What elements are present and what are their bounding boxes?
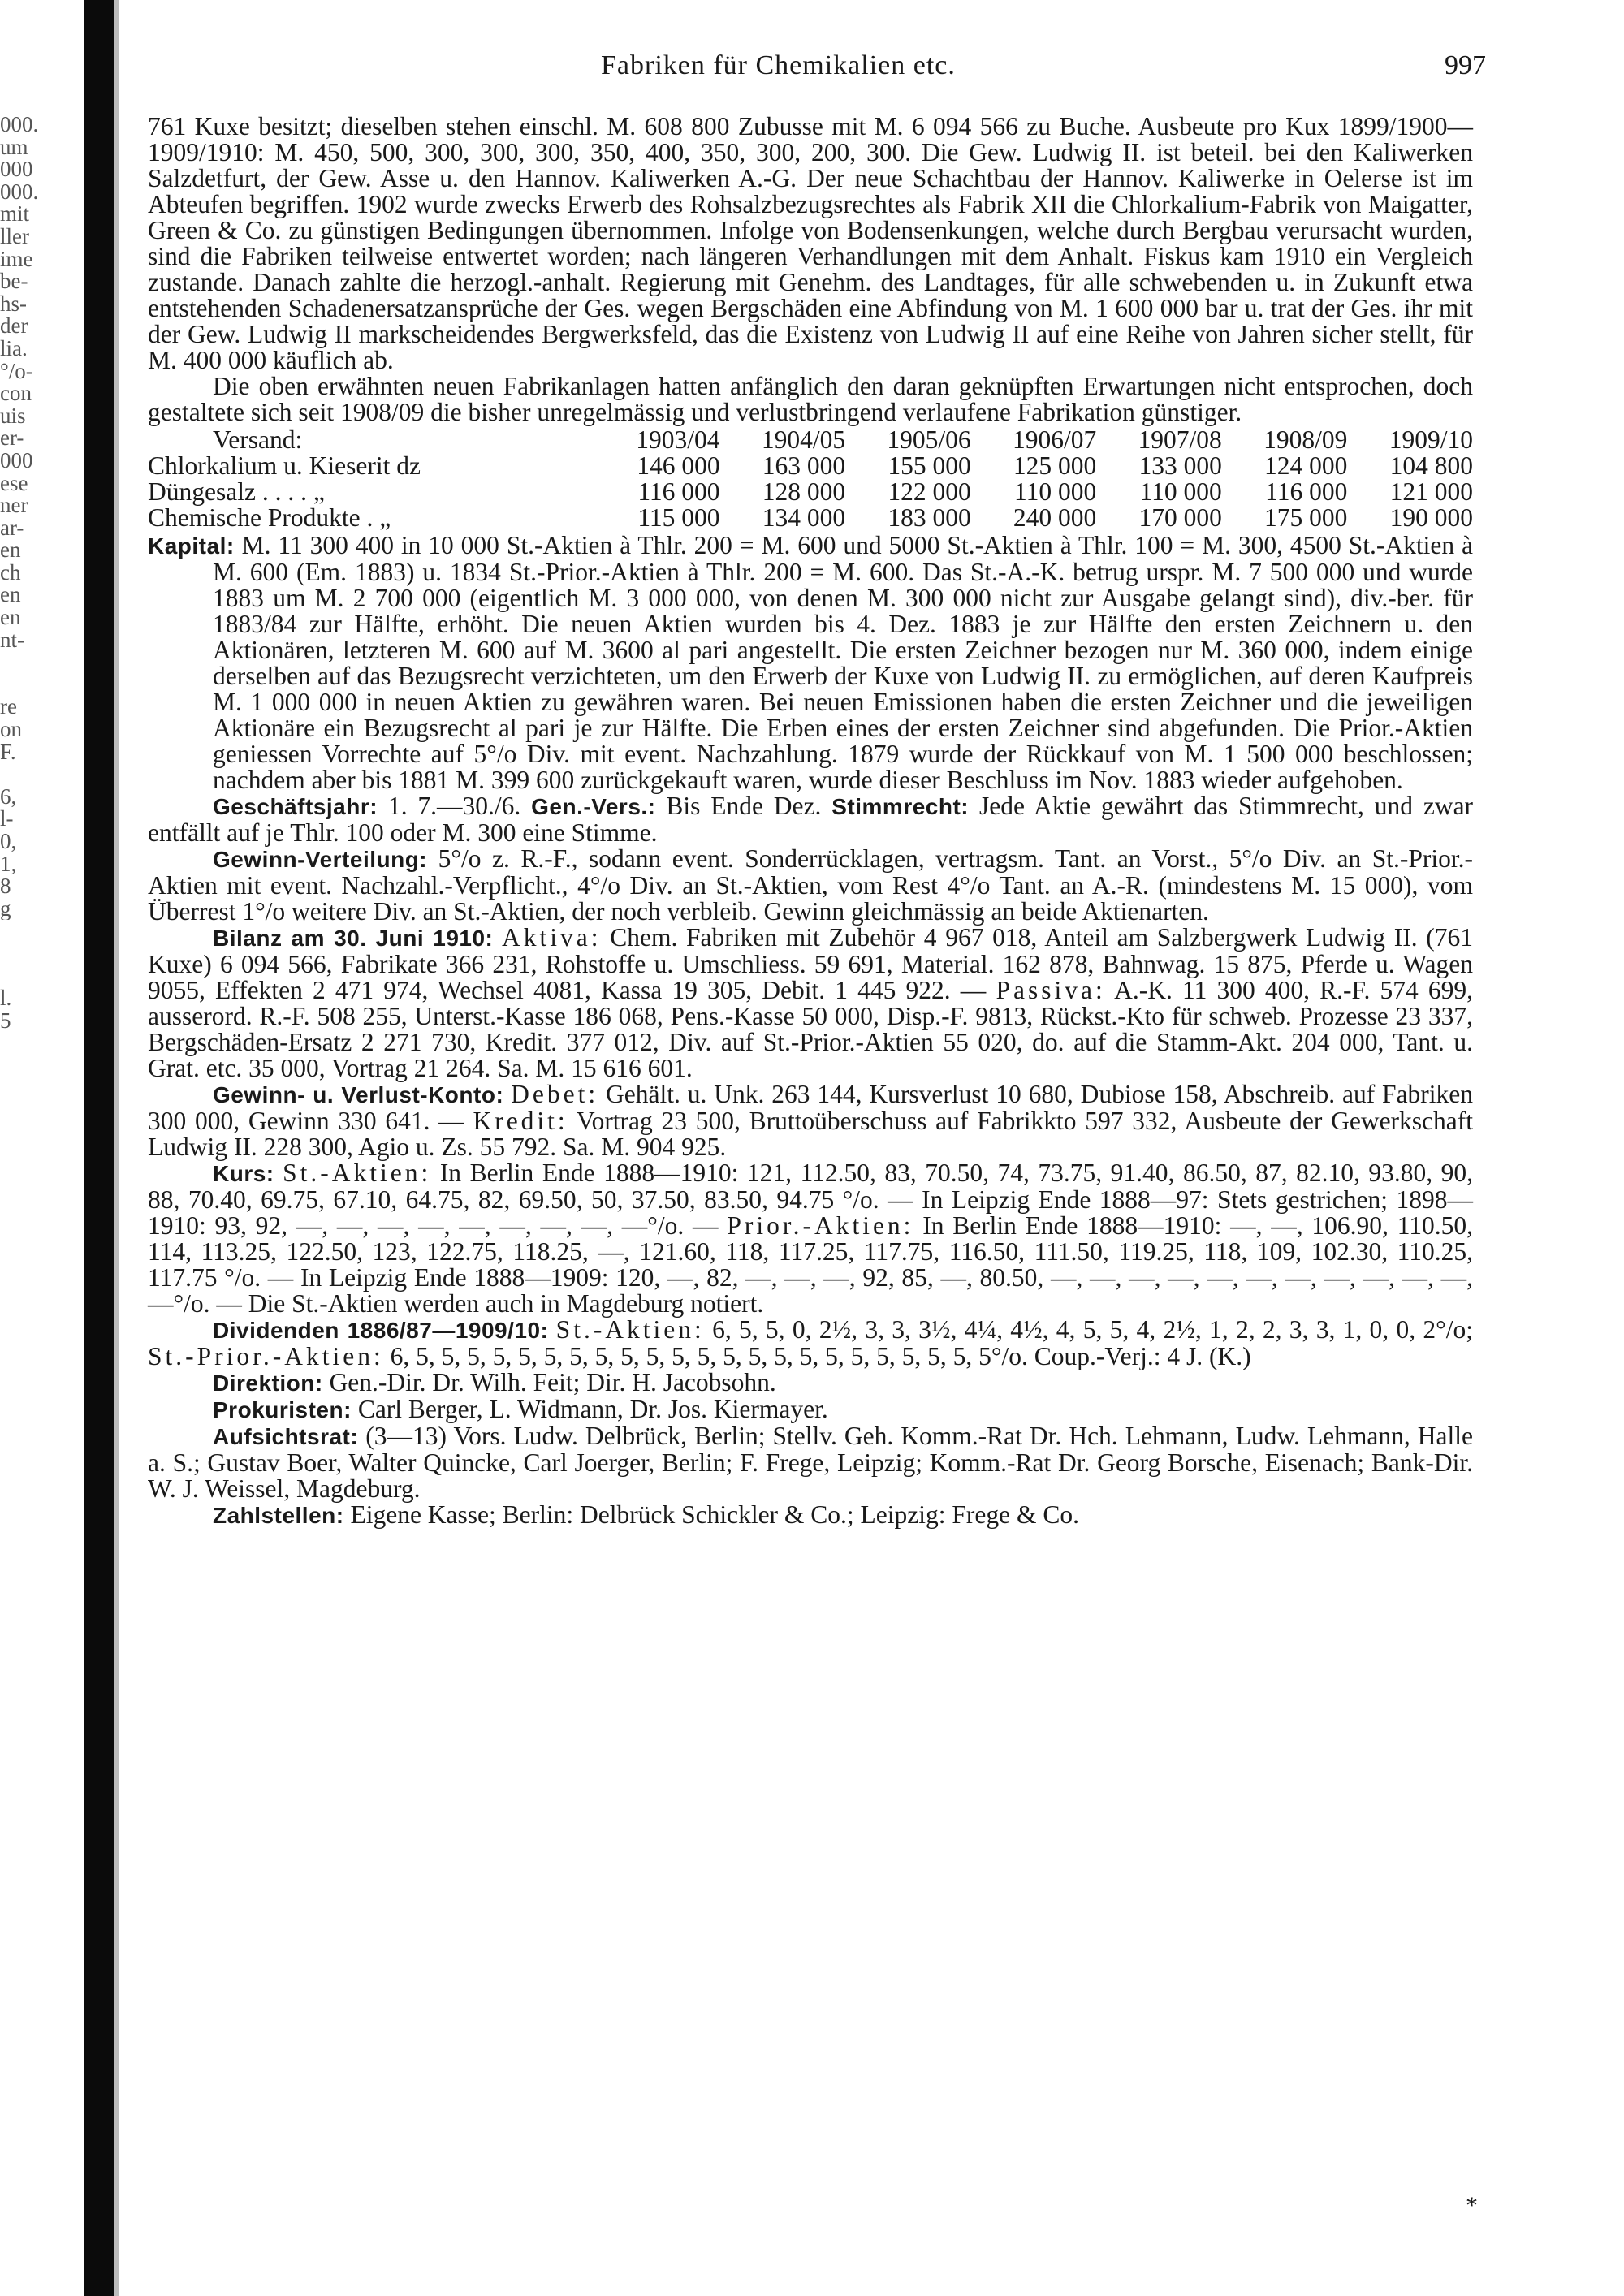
kurs-prior-text: In Berlin Ende 1888—1910: —, —, 106.90, 110.50, 114, 113.25, 122.50, 123, 122.75, 118.25, —, 121.60, 118, 117.25, 117.75, 116.50, 111.50, 119.25, 118, 109, 102.30, 110.25, 117.75 °/o. — In Leipzig Ende 1888—1909: 120, —, 82, —, —, —, 92, 85, —, 80.50, —, —, —, —, —, —, —, —, —, —, —, —°/o. — Die St.-Aktien werden auch in Magdeburg notiert. xyxy=(148,1211,1474,1318)
kredit-text: Vortrag 23 500, Bruttoüberschuss auf Fabrikkto 597 332, Ausbeute der Gewerkschaft Ludwig II. 228 300, Agio u. Zs. 55 792. Sa. M. 904 925. xyxy=(148,1107,1474,1161)
aufsichtsrat-label: Aufsichtsrat: xyxy=(213,1424,359,1449)
zahlstellen-label: Zahlstellen: xyxy=(213,1503,344,1528)
value-cell: 240 000 xyxy=(1013,503,1097,532)
div-prior-text: 6, 5, 5, 5, 5, 5, 5, 5, 5, 5, 5, 5, 5, 5, 5, 5, 5, 5, 5, 5, 5, 5, 5, 5°/o. xyxy=(390,1342,1028,1370)
margin-fragment: 000. xyxy=(0,114,39,136)
year-cell: 1904/05 xyxy=(761,425,846,454)
kurs-label: Kurs: xyxy=(213,1161,274,1186)
prokuristen-section xyxy=(148,1396,1473,1423)
versand-table xyxy=(148,427,1473,531)
gewinn-verteilung-label: Gewinn-Verteilung: xyxy=(213,847,428,872)
value-cell: 128 000 xyxy=(762,477,846,506)
margin-fragment xyxy=(0,651,57,674)
gen-vers-label: Gen.-Vers.: xyxy=(531,794,656,819)
dividenden-label: Dividenden 1886/87—1909/10: xyxy=(213,1318,549,1343)
value-cell: 146 000 xyxy=(637,451,720,480)
versand-header-row xyxy=(148,427,1473,453)
margin-fragment: ller xyxy=(0,225,29,248)
value-cell: 175 000 xyxy=(1264,503,1348,532)
passiva-label: Passiva: xyxy=(996,976,1106,1004)
kapital-label: Kapital: xyxy=(148,533,235,559)
value-cell: 125 000 xyxy=(1013,451,1097,480)
margin-fragment: der xyxy=(0,315,28,338)
margin-fragment: °/o- xyxy=(0,360,33,383)
margin-fragment: ime xyxy=(0,248,33,271)
div-st-text: 6, 5, 5, 0, 2½, 3, 3, 3½, 4¼, 4½, 4, 5, 5, 4, 2½, 1, 2, 2, 3, 3, 1, 0, 0, 2°/o; xyxy=(712,1315,1473,1344)
adjacent-page-fragments xyxy=(0,114,57,1032)
margin-fragment: nt- xyxy=(0,628,24,652)
margin-fragment: um xyxy=(0,136,28,159)
div-prior-label: St.-Prior.-Aktien: xyxy=(148,1342,384,1370)
value-cell: 183 000 xyxy=(888,503,971,532)
book-spine-shadow xyxy=(84,0,114,2296)
year-cell: 1908/09 xyxy=(1263,425,1348,454)
margin-fragment: ner xyxy=(0,494,28,517)
margin-fragment: 5 xyxy=(0,1009,11,1033)
margin-fragment: er- xyxy=(0,427,24,450)
running-title: Fabriken für Chemikalien etc. xyxy=(601,50,956,80)
zahlstellen-text: Eigene Kasse; Berlin: Delbrück Schickler & Co.; Leipzig: Frege & Co. xyxy=(350,1500,1080,1529)
value-cell: 134 000 xyxy=(762,503,846,532)
kurs-st-text: In Berlin Ende 1888—1910: 121, 112.50, 83, 70.50, 74, 73.75, 91.40, 86.50, 87, 82.10, 93.80, 90, 88, 70.40, 69.75, 67.10, 64.75, 82, 69.50, 50, 37.50, 83.50, 94.75 °/o. — In Leipzig Ende 1888—97: Stets gestrichen; 1898—1910: 93, 92, —, —, —, —, —, —, —, —, —°/o. — xyxy=(148,1159,1474,1240)
versand-row xyxy=(148,453,1473,479)
margin-fragment: l- xyxy=(0,808,14,831)
year-cell: 1905/06 xyxy=(887,425,971,454)
margin-fragment: en xyxy=(0,606,21,629)
margin-fragment: l. xyxy=(0,987,12,1010)
margin-fragment: 000 xyxy=(0,449,33,473)
intro-paragraph-1: 761 Kuxe besitzt; dieselben stehen einschl. M. 608 800 Zubusse mit M. 6 094 566 zu Buche. Ausbeute pro Kux 1899/1900—1909/1910: M. 450, 500, 300, 300, 300, 350, 400, 350, 300, 200, 300. Die Gew. Ludwig II. ist beteil. bei den Kaliwerken Salzdetfurt, der Gew. Asse u. den Hannov. Kaliwerken A.-G. Der neue Schachtbau der Hannov. Kaliwerke in Oelerse ist im Abteufen begriffen. 1902 wurde zwecks Erwerb des Rohsalzbezugsrechtes als Fabrik XII die Chlorkalium-Fabrik von Maigatter, Green & Co. zu günstigen Bedingungen übernommen. Infolge von Bodensenkungen, welche durch Bergbau verursacht wurden, sind die Fabriken teilweise entwertet worden; nach längeren Verhandlungen mit dem Anhalt. Fiskus kam 1910 ein Vergleich zustande. Danach zahlte die herzogl.-anhalt. Regierung mit Genehm. des Landtages, für alle schwebenden u. in Zukunft etwa entstehenden Schadenersatzansprüche der Ges. wegen Bergschäden eine Abfindung von M. 1 600 000 bar u. trat der Ges. ihr mit der Gew. Ludwig II markscheidendes Bergwerksfeld, das die Existenz von Ludwig II auf eine Reihe von Jahren sicher stellt, für M. 400 000 käuflich ab. xyxy=(148,112,1473,374)
gewinn-verteilung-text: 5°/o z. R.-F., sodann event. Sonderrücklagen, vertragsm. Tant. an Vorst., 5°/o Div. an St.-Prior.-Aktien mit event. Nachzahl.-Verpflicht., 4°/o Div. an St.-Aktien, vom Rest 4°/o Tant. an A.-R. (mindestens M. 15 000), vom Überrest 1°/o weitere Div. an St.-Aktien, der noch verbleib. Gewinn gleichmässig an beide Aktienarten. xyxy=(148,844,1473,926)
margin-fragment: g xyxy=(0,897,11,921)
kurs-prior-label: Prior.-Aktien: xyxy=(727,1211,914,1240)
kurs-section xyxy=(148,1160,1473,1317)
margin-fragment: 8 xyxy=(0,875,11,898)
intro-paragraph-2: Die oben erwähnten neuen Fabrikanlagen hatten anfänglich den daran geknüpften Erwartungen nicht entsprochen, doch gestaltete sich seit 1908/09 die bisher unregelmässig und verlustbringend verlaufene Fabrikation günstiger. xyxy=(148,372,1473,426)
margin-fragment: 6, xyxy=(0,785,17,809)
margin-fragment xyxy=(0,965,57,988)
value-cell: 155 000 xyxy=(888,451,971,480)
aufsichtsrat-text: (3—13) Vors. Ludw. Delbrück, Berlin; Stellv. Geh. Komm.-Rat Dr. Hch. Lehmann, Ludw. Lehmann, Halle a. S.; Gustav Boer, Walter Quincke, Carl Joerger, Berlin; F. Frege, Leipzig; Komm.-Rat Dr. Georg Borsche, Eisenach; Bank-Dir. W. J. Weissel, Magdeburg. xyxy=(148,1422,1474,1503)
value-cell: 116 000 xyxy=(1265,477,1348,506)
debet-label: Debet: xyxy=(511,1080,599,1108)
zahlstellen-section xyxy=(148,1502,1473,1529)
margin-fragment xyxy=(0,943,57,965)
margin-fragment: en xyxy=(0,584,21,607)
footnote-mark: * xyxy=(1466,2192,1478,2219)
margin-fragment: 1, xyxy=(0,852,17,876)
margin-fragment: uis xyxy=(0,404,26,428)
aktiva-text: Chem. Fabriken mit Zubehör 4 967 018, Anteil am Salzbergwerk Ludwig II. (761 Kuxe) 6 094 566, Fabrikate 366 231, Rohstoffe u. Umschliess. 59 691, Material. 162 878, Bahnwag. 15 875, Pferde u. Wagen 9055, Effekten 2 471 974, Wechsel 4081, Kassa 19 305, Debit. 1 445 922. — xyxy=(148,923,1474,1004)
kredit-label: Kredit: xyxy=(473,1107,568,1135)
kapital-section xyxy=(148,533,1473,793)
margin-fragment: on xyxy=(0,719,22,741)
versand-label: Versand: xyxy=(213,425,303,454)
margin-fragment xyxy=(0,674,57,697)
value-cell: 104 800 xyxy=(1389,451,1473,480)
margin-fragment: 000 xyxy=(0,158,33,181)
margin-fragment: 000. xyxy=(0,180,39,204)
value-cell: 190 000 xyxy=(1389,503,1473,532)
row-label: Chemische Produkte . „ xyxy=(148,503,391,532)
year-cell: 1903/04 xyxy=(636,425,720,454)
margin-fragment: re xyxy=(0,696,17,719)
page-body xyxy=(148,114,1473,1529)
value-cell: 115 000 xyxy=(637,503,720,532)
page-header xyxy=(146,50,1486,91)
gen-vers-text: Bis Ende Dez. xyxy=(666,792,822,820)
margin-fragment: ch xyxy=(0,561,21,585)
value-cell: 110 000 xyxy=(1139,477,1222,506)
margin-fragment xyxy=(0,763,57,786)
kapital-text: M. 11 300 400 in 10 000 St.-Aktien à Thlr. 200 = M. 600 und 5000 St.-Aktien à Thlr. 100 = M. 300, 4500 St.-Aktien à M. 600 (Em. 1883) u. 1834 St.-Prior.-Aktien à Thlr. 200 = M. 600. Das St.-A.-K. betrug urspr. M. 7 500 000 und wurde 1883 um M. 2 700 000 (eigentlich M. 3 000 000, von denen M. 300 000 nicht zur Ausgabe gelangt sind), div.-ber. für 1883/84 zur Hälfte, erhöht. Die neuen Aktien wurden bis 4. Dez. 1883 je zur Hälfte den ersten Zeichnern u. den Aktionären, letzteren M. 600 auf M. 3600 al pari angestellt. Die ersten Zeichner bezogen nur M. 360 000, indem einige derselben auf das Bezugsrecht verzichteten, um den Erwerb der Kuxe von Ludwig II. zu ermöglichen, auf deren Kaufpreis M. 1 000 000 in neuen Aktien zu gewähren waren. Bei neuen Emissionen haben die ersten Zeichner und die jeweiligen Aktionäre ein Bezugsrecht al pari je zur Hälfte. Die Erben eines der ersten Zeichner sind abgefunden. Die Prior.-Aktien geniessen Vorrechte auf 5°/o Div. mit event. Nachzahlung. 1879 wurde der Rückkauf von M. 1 500 000 beschlossen; nachdem aber bis 1881 M. 399 600 zurückgekauft waren, wurde dieser Beschluss im Nov. 1883 wieder aufgehoben. xyxy=(213,531,1474,794)
row-label: Chlorkalium u. Kieserit dz xyxy=(148,451,421,480)
margin-fragment: 0, xyxy=(0,831,17,853)
margin-fragment: F. xyxy=(0,740,16,764)
margin-fragment xyxy=(0,920,57,943)
bilanz-label: Bilanz am 30. Juni 1910: xyxy=(213,926,494,951)
margin-fragment: con xyxy=(0,382,32,405)
debet-text: Gehält. u. Unk. 263 144, Kursverlust 10 680, Dubiose 158, Abschreib. auf Fabriken 300 000, Gewinn 330 641. — xyxy=(148,1080,1474,1135)
value-cell: 133 000 xyxy=(1138,451,1222,480)
aufsichtsrat-section xyxy=(148,1423,1473,1502)
value-cell: 163 000 xyxy=(762,451,846,480)
div-st-label: St.-Aktien: xyxy=(555,1315,705,1344)
aktiva-label: Aktiva: xyxy=(502,923,602,952)
direktion-section xyxy=(148,1370,1473,1396)
value-cell: 170 000 xyxy=(1138,503,1222,532)
bilanz-section xyxy=(148,925,1473,1081)
value-cell: 116 000 xyxy=(637,477,720,506)
year-cell: 1909/10 xyxy=(1389,425,1473,454)
year-cell: 1907/08 xyxy=(1138,425,1222,454)
direktion-text: Gen.-Dir. Dr. Wilh. Feit; Dir. H. Jacobsohn. xyxy=(329,1368,776,1396)
versand-row xyxy=(148,479,1473,505)
guv-label: Gewinn- u. Verlust-Konto: xyxy=(213,1082,504,1107)
margin-fragment: be- xyxy=(0,270,28,293)
versand-row xyxy=(148,505,1473,531)
dividenden-section xyxy=(148,1317,1473,1370)
stimmrecht-label: Stimmrecht: xyxy=(831,794,970,819)
direktion-label: Direktion: xyxy=(213,1370,323,1396)
prokuristen-label: Prokuristen: xyxy=(213,1397,352,1422)
prokuristen-text: Carl Berger, L. Widmann, Dr. Jos. Kiermayer. xyxy=(357,1395,828,1423)
margin-fragment: hs- xyxy=(0,292,27,316)
geschaeftsjahr-label: Geschäftsjahr: xyxy=(213,794,378,819)
coupon-text: Coup.-Verj.: 4 J. (K.) xyxy=(1034,1342,1251,1370)
value-cell: 124 000 xyxy=(1264,451,1348,480)
row-label: Düngesalz . . . . „ xyxy=(148,477,325,506)
margin-fragment: en xyxy=(0,539,21,562)
value-cell: 110 000 xyxy=(1014,477,1097,506)
value-cell: 122 000 xyxy=(888,477,971,506)
margin-fragment: mit xyxy=(0,203,30,226)
stimmrecht-text: Jede Aktie gewährt das Stimmrecht, und zwar entfällt auf je Thlr. 100 oder M. 300 eine Stimme. xyxy=(148,792,1474,847)
margin-fragment: lia. xyxy=(0,337,28,360)
year-cell: 1906/07 xyxy=(1012,425,1097,454)
kurs-st-label: St.-Aktien: xyxy=(283,1159,432,1187)
gewinn-verteilung-section xyxy=(148,846,1473,925)
passiva-text: A.-K. 11 300 400, R.-F. 574 699, ausserord. R.-F. 508 255, Unterst.-Kasse 186 068, Pens.-Kasse 50 000, Disp.-F. 9813, Rückst.-Kto für schweb. Prozesse 23 337, Bergschäden-Ersatz 2 271 730, Kredit. 377 012, Div. auf St.-Prior.-Aktien 55 020, do. auf die Stamm-Akt. 204 000, Tant. u. Grat. etc. 35 000, Vortrag 21 264. Sa. M. 15 616 601. xyxy=(148,976,1473,1082)
geschaeftsjahr-section xyxy=(148,793,1473,846)
margin-fragment: ese xyxy=(0,472,28,495)
value-cell: 121 000 xyxy=(1389,477,1473,506)
margin-fragment: ar- xyxy=(0,516,24,540)
page-edge xyxy=(114,0,119,2296)
guv-section xyxy=(148,1081,1473,1160)
geschaeftsjahr-text: 1. 7.—30./6. xyxy=(387,792,521,820)
page-number: 997 xyxy=(1445,50,1486,80)
